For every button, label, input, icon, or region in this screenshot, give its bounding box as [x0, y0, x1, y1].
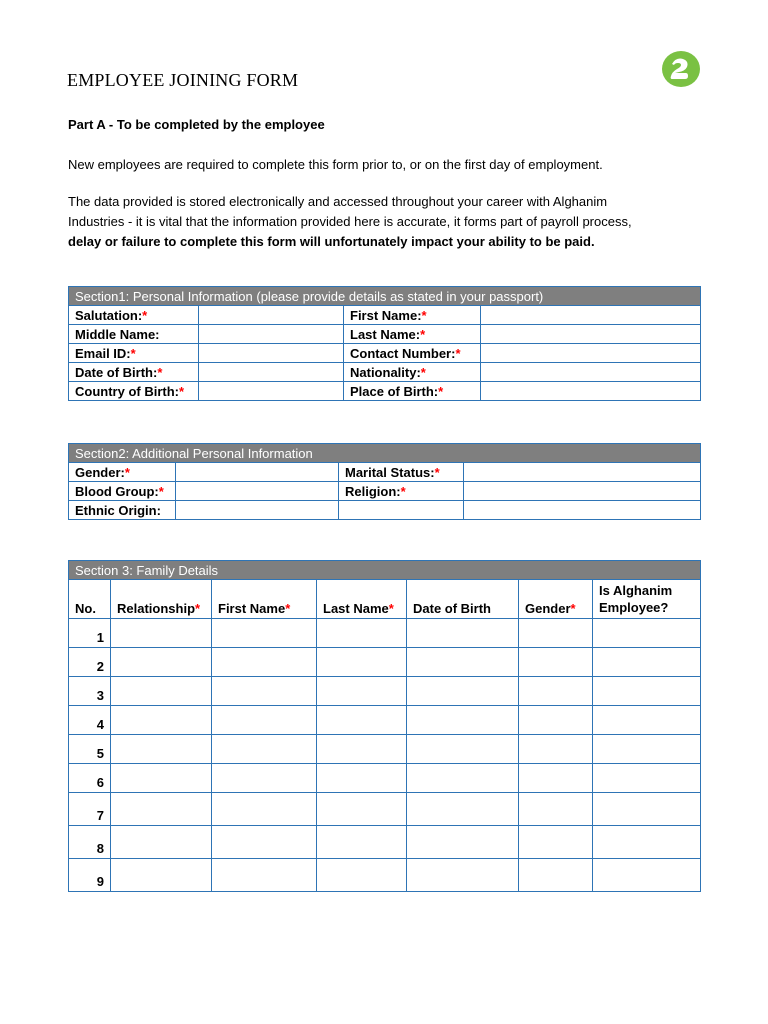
family-input-cell[interactable] [593, 764, 701, 793]
family-input-cell[interactable] [317, 764, 407, 793]
section1-label-text: Middle Name: [75, 326, 160, 342]
section2-row [69, 501, 701, 520]
part-a-heading: Part A - To be completed by the employee [68, 117, 325, 132]
family-column-header-text: No. [75, 601, 96, 616]
section2-label [69, 463, 176, 482]
family-row [69, 735, 701, 764]
section1-label-text: Last Name: [350, 326, 421, 342]
data-note-line-2: Industries - it is vital that the information provided here is accurate, it forms part of payroll process, [68, 214, 632, 229]
family-input-cell[interactable] [317, 793, 407, 826]
family-input-cell[interactable] [407, 648, 519, 677]
section1-row [69, 306, 701, 325]
section1-input-cell[interactable] [199, 306, 344, 325]
required-mark: * [421, 307, 427, 323]
section1-header: Section1: Personal Information (please provide details as stated in your passport) [69, 287, 701, 306]
section1-input-cell[interactable] [199, 344, 344, 363]
family-row [69, 706, 701, 735]
intro-text: New employees are required to complete this form prior to, or on the first day of employment. [68, 157, 603, 172]
section1-label [69, 363, 199, 382]
family-column-header [111, 580, 212, 619]
family-input-cell[interactable] [593, 793, 701, 826]
section2-label [339, 501, 464, 520]
family-row-number: 4 [69, 706, 111, 735]
section1-label-text: Place of Birth: [350, 383, 439, 399]
family-input-cell[interactable] [317, 826, 407, 859]
family-row-number: 1 [69, 619, 111, 648]
family-input-cell[interactable] [212, 764, 317, 793]
family-input-cell[interactable] [212, 648, 317, 677]
family-input-cell[interactable] [519, 859, 593, 892]
section2-input-cell[interactable] [176, 482, 339, 501]
family-row [69, 619, 701, 648]
family-input-cell[interactable] [317, 619, 407, 648]
section2-label [339, 482, 464, 501]
family-input-cell[interactable] [519, 619, 593, 648]
family-input-cell[interactable] [317, 706, 407, 735]
family-column-header [519, 580, 593, 619]
section1-label [344, 363, 481, 382]
section2-header: Section2: Additional Personal Information [69, 444, 701, 463]
section1-label [69, 325, 199, 344]
family-row-number: 6 [69, 764, 111, 793]
required-mark: * [388, 601, 394, 616]
family-column-header-line: Is Alghanim [599, 583, 673, 598]
family-input-cell[interactable] [212, 735, 317, 764]
family-row-number: 9 [69, 859, 111, 892]
family-input-cell[interactable] [111, 648, 212, 677]
required-mark: * [142, 307, 148, 323]
family-column-header [407, 580, 519, 619]
section2-row [69, 482, 701, 501]
section1-row [69, 382, 701, 401]
family-row [69, 648, 701, 677]
family-input-cell[interactable] [212, 859, 317, 892]
family-input-cell[interactable] [212, 826, 317, 859]
family-input-cell[interactable] [593, 648, 701, 677]
section1-input-cell[interactable] [481, 325, 701, 344]
section1-label-text: Date of Birth: [75, 364, 158, 380]
family-input-cell[interactable] [317, 677, 407, 706]
section1-input-cell[interactable] [199, 382, 344, 401]
section1-label-text: First Name: [350, 307, 422, 323]
family-row [69, 859, 701, 892]
section1-label [69, 344, 199, 363]
section2-label-text: Marital Status: [345, 464, 435, 480]
section1-label [344, 306, 481, 325]
section2-label [69, 482, 176, 501]
data-note [68, 192, 708, 252]
section2-label-text: Blood Group: [75, 483, 159, 499]
family-input-cell[interactable] [212, 677, 317, 706]
family-row-number: 5 [69, 735, 111, 764]
section1-label-text: Email ID: [75, 345, 131, 361]
family-column-header [212, 580, 317, 619]
section2-label-text: Religion: [345, 483, 401, 499]
required-mark: * [178, 383, 185, 399]
data-note-line-3: delay or failure to complete this form will unfortunately impact your ability to be paid. [68, 234, 595, 249]
required-mark: * [420, 326, 426, 342]
section1-label [69, 382, 199, 401]
family-input-cell[interactable] [407, 826, 519, 859]
required-mark: * [157, 364, 163, 380]
required-mark: * [400, 483, 406, 499]
family-input-cell[interactable] [519, 677, 593, 706]
section1-label-text: Nationality: [350, 364, 421, 380]
section1-label [69, 306, 199, 325]
family-row-number: 7 [69, 793, 111, 826]
required-mark: * [124, 464, 130, 480]
family-column-header-text: First Name [218, 601, 286, 616]
family-input-cell[interactable] [212, 619, 317, 648]
section1-label-text: Country of Birth: [75, 383, 179, 399]
family-input-cell[interactable] [317, 735, 407, 764]
family-input-cell[interactable] [317, 859, 407, 892]
family-input-cell[interactable] [111, 859, 212, 892]
family-row [69, 677, 701, 706]
required-mark: * [285, 601, 291, 616]
required-mark: * [438, 383, 444, 399]
family-input-cell[interactable] [519, 648, 593, 677]
section2-input-cell[interactable] [464, 501, 701, 520]
family-column-header-line: Employee? [599, 600, 669, 615]
family-input-cell[interactable] [519, 793, 593, 826]
section2-label [69, 501, 176, 520]
required-mark: * [455, 345, 461, 361]
required-mark: * [434, 464, 440, 480]
family-input-cell[interactable] [593, 706, 701, 735]
family-input-cell[interactable] [317, 648, 407, 677]
family-input-cell[interactable] [212, 793, 317, 826]
family-input-cell[interactable] [519, 706, 593, 735]
required-mark: * [420, 364, 426, 380]
section3-header: Section 3: Family Details [69, 561, 701, 580]
family-input-cell[interactable] [519, 826, 593, 859]
section1-row [69, 363, 701, 382]
family-input-cell[interactable] [519, 735, 593, 764]
section1-row [69, 325, 701, 344]
family-column-header-text: Gender [525, 601, 571, 616]
section2-input-cell[interactable] [464, 463, 701, 482]
section1-table [68, 286, 701, 401]
data-note-line-1: The data provided is stored electronically and accessed throughout your career with Alghanim [68, 194, 608, 209]
section2-input-cell[interactable] [176, 463, 339, 482]
family-input-cell[interactable] [519, 764, 593, 793]
section1-row [69, 344, 701, 363]
family-column-header [317, 580, 407, 619]
family-column-header-text: Relationship [117, 601, 196, 616]
family-input-cell[interactable] [111, 826, 212, 859]
section1-label [344, 325, 481, 344]
section1-input-cell[interactable] [199, 325, 344, 344]
family-column-header-text: Date of Birth [413, 601, 491, 616]
alghanim-logo-icon [660, 50, 702, 88]
section2-input-cell[interactable] [176, 501, 339, 520]
family-input-cell[interactable] [407, 793, 519, 826]
required-mark: * [570, 601, 576, 616]
family-input-cell[interactable] [407, 859, 519, 892]
family-column-header-text: Last Name [323, 601, 389, 616]
family-input-cell[interactable] [111, 677, 212, 706]
family-row [69, 793, 701, 826]
required-mark: * [195, 601, 201, 616]
family-input-cell[interactable] [407, 764, 519, 793]
section2-table [68, 443, 701, 520]
family-input-cell[interactable] [111, 793, 212, 826]
section3-table [68, 560, 701, 892]
family-row [69, 764, 701, 793]
family-input-cell[interactable] [212, 706, 317, 735]
family-input-cell[interactable] [111, 619, 212, 648]
family-input-cell[interactable] [407, 677, 519, 706]
section2-input-cell[interactable] [464, 482, 701, 501]
required-mark: * [158, 483, 164, 499]
family-input-cell[interactable] [593, 826, 701, 859]
section2-label-text: Gender: [75, 464, 125, 480]
family-column-header [593, 580, 701, 619]
section1-label [344, 344, 481, 363]
section1-label-text: Salutation: [75, 307, 143, 323]
section2-label [339, 463, 464, 482]
section2-row [69, 463, 701, 482]
family-column-header [69, 580, 111, 619]
family-input-cell[interactable] [407, 706, 519, 735]
family-input-cell[interactable] [593, 859, 701, 892]
section1-input-cell[interactable] [481, 344, 701, 363]
section1-input-cell[interactable] [199, 363, 344, 382]
family-input-cell[interactable] [111, 764, 212, 793]
section1-label-text: Contact Number: [350, 345, 456, 361]
family-row-number: 8 [69, 826, 111, 859]
section1-input-cell[interactable] [481, 363, 701, 382]
page-title: EMPLOYEE JOINING FORM [67, 70, 299, 90]
family-row [69, 826, 701, 859]
family-input-cell[interactable] [593, 677, 701, 706]
section1-label [344, 382, 481, 401]
family-input-cell[interactable] [593, 735, 701, 764]
family-row-number: 3 [69, 677, 111, 706]
section1-input-cell[interactable] [481, 382, 701, 401]
family-input-cell[interactable] [593, 619, 701, 648]
family-input-cell[interactable] [111, 735, 212, 764]
family-input-cell[interactable] [407, 619, 519, 648]
section1-input-cell[interactable] [481, 306, 701, 325]
required-mark: * [130, 345, 136, 361]
family-row-number: 2 [69, 648, 111, 677]
family-input-cell[interactable] [111, 706, 212, 735]
section2-label-text: Ethnic Origin: [75, 502, 161, 518]
family-input-cell[interactable] [407, 735, 519, 764]
